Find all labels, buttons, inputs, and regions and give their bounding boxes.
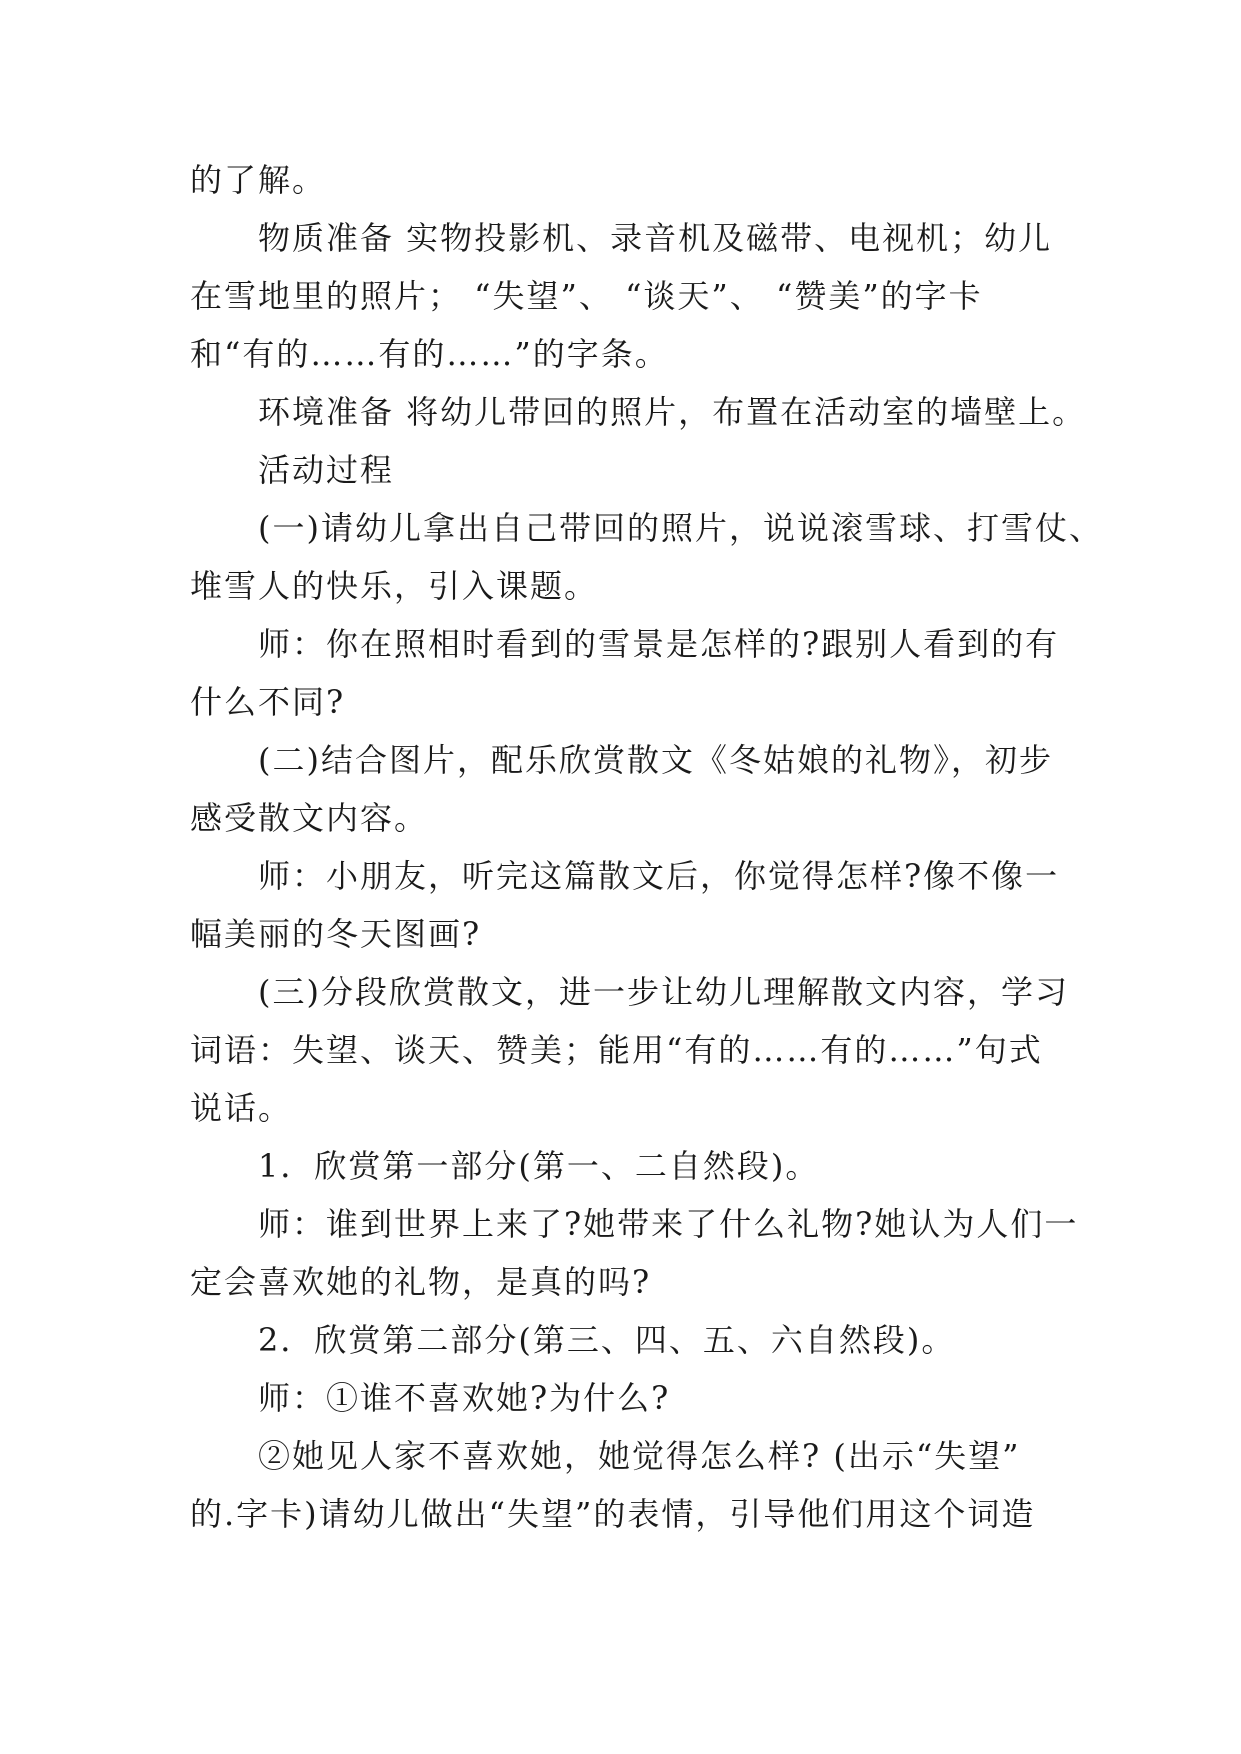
text-line: 的.字卡)请幼儿做出“失望”的表情，引导他们用这个词造	[190, 1495, 1036, 1533]
text-line: 的了解。	[190, 161, 327, 199]
text-line: 物质准备 实物投影机、录音机及磁带、电视机；幼儿	[258, 219, 1053, 257]
text-line: (二)结合图片，配乐欣赏散文《冬姑娘的礼物》，初步	[258, 741, 1053, 779]
text-line: 堆雪人的快乐，引入课题。	[190, 567, 599, 605]
section-heading: 活动过程	[258, 451, 395, 489]
text-line: 感受散文内容。	[190, 799, 429, 837]
text-line: (一)请幼儿拿出自己带回的照片，说说滚雪球、打雪仗、	[258, 509, 1103, 547]
text-line: 1．欣赏第一部分(第一、二自然段)。	[258, 1147, 820, 1185]
text-line: 环境准备 将幼儿带回的照片，布置在活动室的墙壁上。	[258, 393, 1087, 431]
text-line: 在雪地里的照片； “失望”、 “谈天”、 “赞美”的字卡	[190, 277, 983, 315]
text-line: 师：谁到世界上来了?她带来了什么礼物?她认为人们一	[258, 1205, 1079, 1243]
text-line: 师：①谁不喜欢她?为什么?	[258, 1379, 671, 1417]
text-line: 什么不同?	[190, 683, 346, 721]
text-line: ②她见人家不喜欢她，她觉得怎么样? (出示“失望”	[258, 1437, 1021, 1475]
text-line: 幅美丽的冬天图画?	[190, 915, 482, 953]
text-line: 师：小朋友，听完这篇散文后，你觉得怎样?像不像一	[258, 857, 1060, 895]
text-line: 师：你在照相时看到的雪景是怎样的?跟别人看到的有	[258, 625, 1060, 663]
text-line: 定会喜欢她的礼物，是真的吗?	[190, 1263, 652, 1301]
text-line: 说话。	[190, 1089, 293, 1127]
text-line: (三)分段欣赏散文，进一步让幼儿理解散文内容，学习	[258, 973, 1069, 1011]
text-line: 和“有的……有的……”的字条。	[190, 335, 669, 373]
text-line: 词语：失望、谈天、赞美；能用“有的……有的……”句式	[190, 1031, 1043, 1069]
text-line: 2．欣赏第二部分(第三、四、五、六自然段)。	[258, 1321, 956, 1359]
